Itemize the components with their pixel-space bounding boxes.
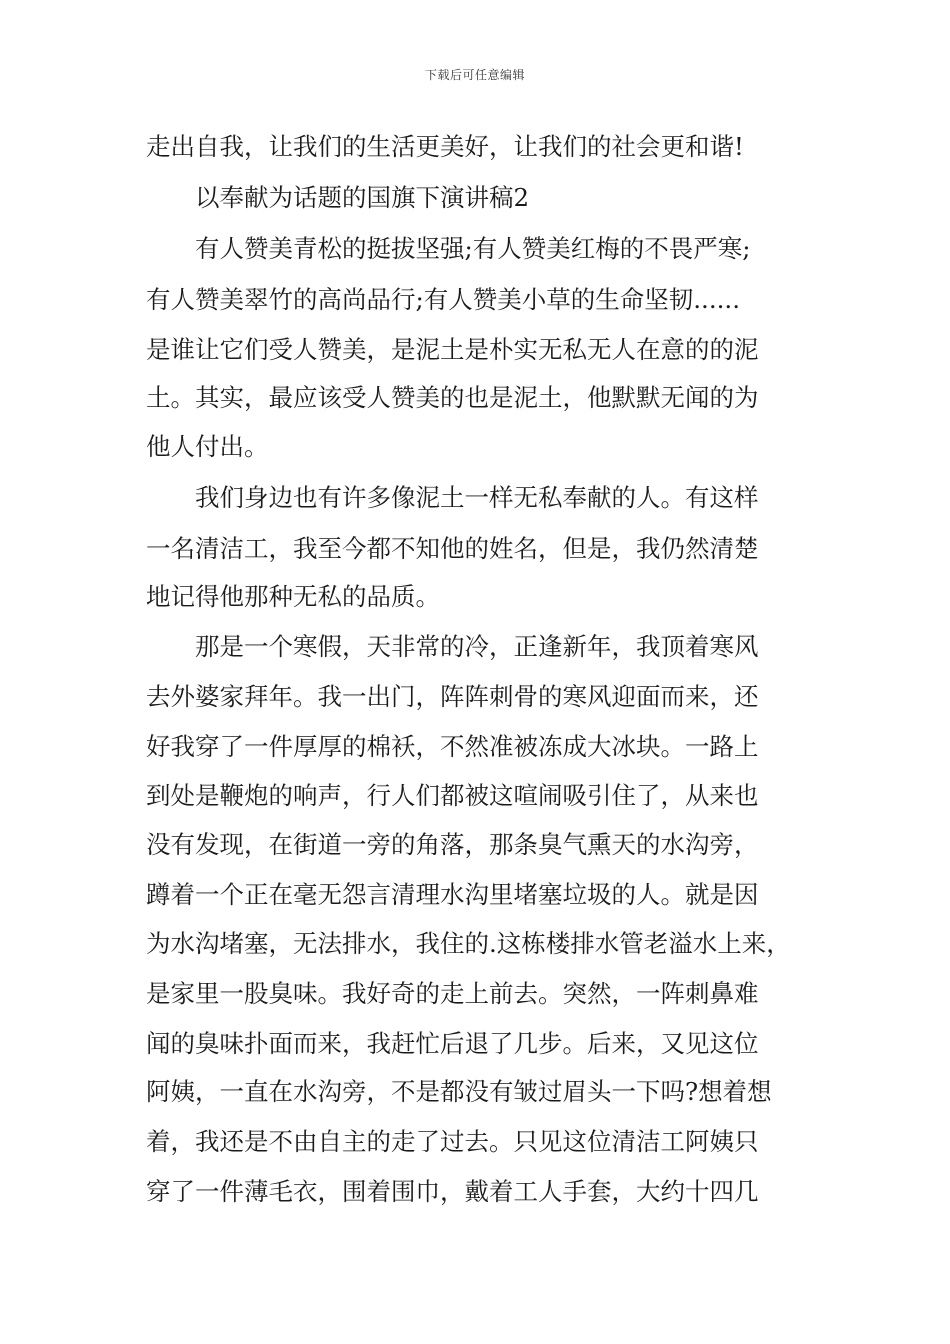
- text-line: 穿了一件薄毛衣，围着围巾，戴着工人手套，大约十四几: [146, 1177, 759, 1206]
- header-note: 下载后可任意编辑: [424, 68, 525, 82]
- text-line: 阿姨，一直在水沟旁，不是都没有皱过眉头一下吗?想着想: [146, 1077, 772, 1106]
- text-line: 我们身边也有许多像泥土一样无私奉献的人。有这样: [195, 483, 759, 512]
- text-line: 好我穿了一件厚厚的棉袄，不然准被冻成大冰块。一路上: [146, 732, 759, 761]
- text-line: 到处是鞭炮的响声，行人们都被这喧闹吸引住了，从来也: [146, 781, 759, 810]
- text-line: 那是一个寒假，天非常的冷，正逢新年，我顶着寒风: [195, 632, 759, 661]
- text-line: 他人付出。: [146, 432, 269, 461]
- text-line: 闻的臭味扑面而来，我赶忙后退了几步。后来，又见这位: [146, 1029, 759, 1058]
- text-line: 是家里一股臭味。我好奇的走上前去。突然，一阵刺鼻难: [146, 979, 759, 1008]
- text-line: 是谁让它们受人赞美，是泥土是朴实无私无人在意的的泥: [146, 335, 759, 364]
- text-line: 走出自我，让我们的生活更美好，让我们的社会更和谐!: [146, 132, 744, 161]
- text-line: 为水沟堵塞，无法排水，我住的.这栋楼排水管老溢水上来，: [146, 929, 791, 958]
- text-line: 一名清洁工，我至今都不知他的姓名，但是，我仍然清楚: [146, 534, 759, 563]
- section-title: 以奉献为话题的国旗下演讲稿2: [195, 183, 530, 212]
- text-line: 土。其实，最应该受人赞美的也是泥土，他默默无闻的为: [146, 383, 759, 412]
- text-line: 有人赞美青松的挺拔坚强;有人赞美红梅的不畏严寒;: [195, 234, 751, 263]
- text-line: 有人赞美翠竹的高尚品行;有人赞美小草的生命坚韧......: [146, 285, 740, 314]
- text-line: 没有发现，在街道一旁的角落，那条臭气熏天的水沟旁，: [146, 830, 759, 859]
- text-line: 蹲着一个正在毫无怨言清理水沟里堵塞垃圾的人。就是因: [146, 880, 759, 909]
- text-line: 去外婆家拜年。我一出门，阵阵刺骨的寒风迎面而来，还: [146, 682, 759, 711]
- text-line: 地记得他那种无私的品质。: [146, 582, 440, 611]
- text-line: 着，我还是不由自主的走了过去。只见这位清洁工阿姨只: [146, 1127, 759, 1156]
